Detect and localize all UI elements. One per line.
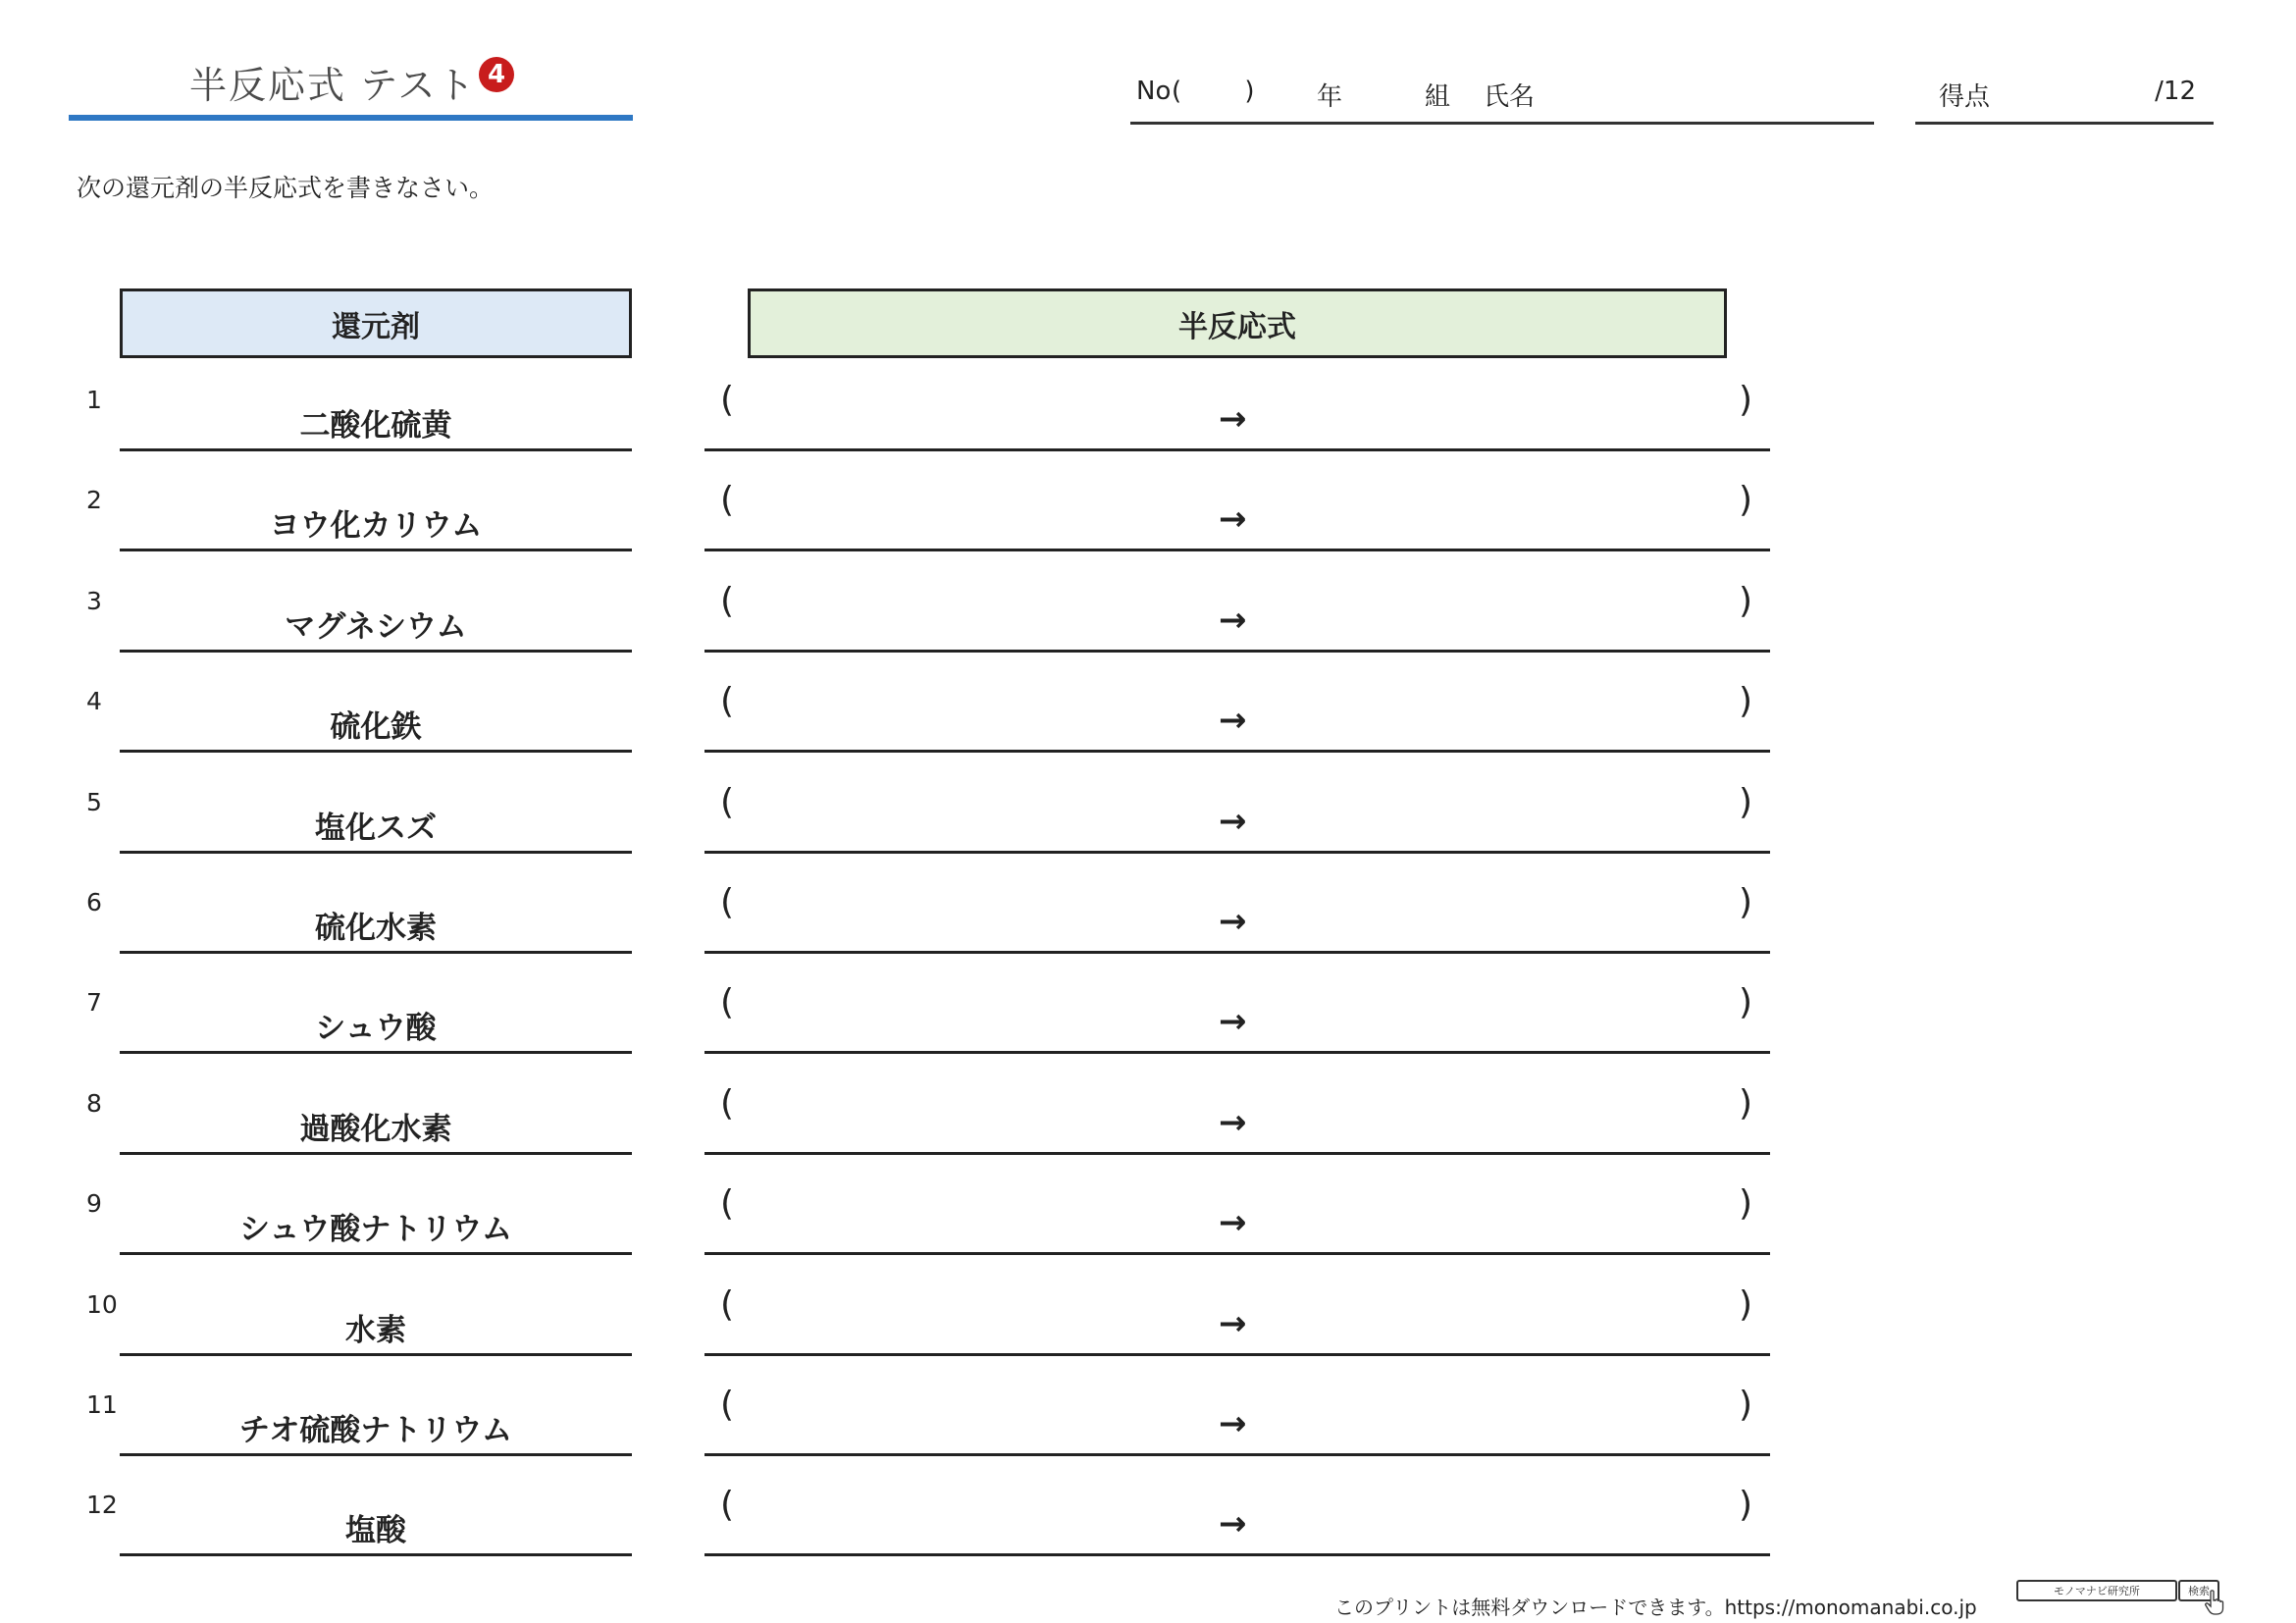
table-row bbox=[0, 480, 2296, 564]
paren-open: ( bbox=[720, 380, 735, 420]
footer-download-text: このプリントは無料ダウンロードできます。https://monomanabi.co.jp bbox=[1334, 1596, 1977, 1619]
question-number: 12 bbox=[86, 1491, 118, 1519]
answer-blank bbox=[704, 581, 1770, 653]
reductant-name: チオ硫酸ナトリウム bbox=[238, 1413, 513, 1448]
question-number: 6 bbox=[86, 888, 102, 916]
paren-open: ( bbox=[720, 581, 735, 621]
paren-close: ) bbox=[1738, 480, 1752, 520]
paren-open: ( bbox=[720, 782, 735, 822]
reductant-cell bbox=[120, 1390, 632, 1456]
reductant-name: マグネシウム bbox=[285, 609, 467, 645]
page-title-block bbox=[69, 49, 633, 123]
reductant-name: 水素 bbox=[345, 1313, 406, 1348]
table-row bbox=[0, 982, 2296, 1067]
reductant-column-header: 還元剤 bbox=[120, 288, 632, 358]
reaction-column-header: 半反応式 bbox=[748, 288, 1727, 358]
table-row bbox=[0, 581, 2296, 665]
question-number: 2 bbox=[86, 486, 102, 514]
arrow-icon: → bbox=[1219, 1103, 1247, 1142]
question-number: 11 bbox=[86, 1390, 118, 1419]
arrow-icon: → bbox=[1219, 1304, 1247, 1343]
paren-open: ( bbox=[720, 1284, 735, 1325]
paren-close: ) bbox=[1738, 882, 1752, 922]
table-row bbox=[0, 380, 2296, 464]
question-number: 8 bbox=[86, 1089, 102, 1118]
reductant-cell bbox=[120, 1491, 632, 1556]
arrow-icon: → bbox=[1219, 802, 1247, 841]
table-row bbox=[0, 1485, 2296, 1569]
question-number: 7 bbox=[86, 988, 102, 1017]
reductant-cell bbox=[120, 1089, 632, 1155]
reductant-name: 硫化鉄 bbox=[330, 709, 422, 745]
no-paren: ( ) bbox=[1172, 77, 1282, 106]
arrow-icon: → bbox=[1219, 601, 1247, 640]
paren-open: ( bbox=[720, 1183, 735, 1224]
arrow-icon: → bbox=[1219, 701, 1247, 740]
student-info-line bbox=[1130, 77, 1874, 125]
name-label: 氏名 bbox=[1484, 82, 1536, 112]
question-number: 5 bbox=[86, 788, 102, 816]
table-row bbox=[0, 882, 2296, 967]
arrow-icon: → bbox=[1219, 1002, 1247, 1041]
question-number: 1 bbox=[86, 386, 102, 414]
reductant-cell bbox=[120, 1290, 632, 1356]
paren-close: ) bbox=[1738, 581, 1752, 621]
answer-blank bbox=[704, 1183, 1770, 1255]
answer-blank bbox=[704, 380, 1770, 451]
paren-open: ( bbox=[720, 480, 735, 520]
reductant-name: シュウ酸ナトリウム bbox=[238, 1212, 513, 1247]
no-label: No bbox=[1136, 77, 1172, 106]
question-number: 4 bbox=[86, 687, 102, 715]
reductant-cell bbox=[120, 1189, 632, 1255]
paren-close: ) bbox=[1738, 1183, 1752, 1224]
reductant-cell bbox=[120, 587, 632, 653]
table-row bbox=[0, 681, 2296, 765]
title-underline bbox=[69, 115, 633, 121]
reductant-cell bbox=[120, 386, 632, 451]
reductant-name: 過酸化水素 bbox=[299, 1112, 452, 1147]
score-line bbox=[1915, 77, 2214, 125]
question-number: 9 bbox=[86, 1189, 102, 1218]
paren-close: ) bbox=[1738, 1385, 1752, 1425]
answer-blank bbox=[704, 1083, 1770, 1155]
arrow-icon: → bbox=[1219, 1203, 1247, 1242]
paren-open: ( bbox=[720, 882, 735, 922]
paren-close: ) bbox=[1738, 782, 1752, 822]
arrow-icon: → bbox=[1219, 399, 1247, 439]
answer-blank bbox=[704, 1284, 1770, 1356]
answer-blank bbox=[704, 882, 1770, 954]
reductant-cell bbox=[120, 988, 632, 1054]
paren-open: ( bbox=[720, 1385, 735, 1425]
answer-blank bbox=[704, 1485, 1770, 1556]
arrow-icon: → bbox=[1219, 902, 1247, 941]
answer-blank bbox=[704, 1385, 1770, 1456]
paren-close: ) bbox=[1738, 1485, 1752, 1525]
instruction-text: 次の還元剤の半反応式を書きなさい。 bbox=[77, 174, 495, 202]
paren-close: ) bbox=[1738, 681, 1752, 721]
answer-blank bbox=[704, 782, 1770, 854]
score-label: 得点 bbox=[1939, 82, 1991, 112]
reductant-name: シュウ酸 bbox=[315, 1011, 437, 1046]
reductant-name: 硫化水素 bbox=[315, 911, 437, 946]
table-row bbox=[0, 1183, 2296, 1268]
paren-close: ) bbox=[1738, 982, 1752, 1022]
table-row bbox=[0, 1083, 2296, 1168]
table-row bbox=[0, 1284, 2296, 1369]
answer-blank bbox=[704, 681, 1770, 753]
paren-close: ) bbox=[1738, 380, 1752, 420]
reductant-cell bbox=[120, 486, 632, 551]
table-row bbox=[0, 782, 2296, 866]
reductant-name: ヨウ化カリウム bbox=[269, 508, 483, 544]
question-number: 3 bbox=[86, 587, 102, 615]
table-row bbox=[0, 1385, 2296, 1469]
score-total: /12 bbox=[2155, 77, 2196, 106]
grade-label: 年 bbox=[1317, 82, 1343, 112]
answer-blank bbox=[704, 480, 1770, 551]
footer-search-button: 検索 bbox=[2178, 1580, 2219, 1601]
reductant-cell bbox=[120, 888, 632, 954]
reductant-cell bbox=[120, 687, 632, 753]
reductant-cell bbox=[120, 788, 632, 854]
paren-open: ( bbox=[720, 1083, 735, 1124]
reductant-name: 塩化スズ bbox=[315, 811, 437, 846]
page-title: 半反応式 テスト bbox=[189, 64, 477, 107]
reductant-name: 二酸化硫黄 bbox=[299, 408, 452, 444]
answer-blank bbox=[704, 982, 1770, 1054]
reductant-name: 塩酸 bbox=[345, 1513, 406, 1548]
paren-open: ( bbox=[720, 681, 735, 721]
arrow-icon: → bbox=[1219, 1504, 1247, 1544]
arrow-icon: → bbox=[1219, 499, 1247, 539]
arrow-icon: → bbox=[1219, 1404, 1247, 1443]
footer-search-box: モノマナビ研究所 bbox=[2016, 1580, 2177, 1601]
paren-close: ) bbox=[1738, 1284, 1752, 1325]
paren-open: ( bbox=[720, 1485, 735, 1525]
test-number-badge: 4 bbox=[479, 57, 514, 92]
question-number: 10 bbox=[86, 1290, 118, 1319]
paren-open: ( bbox=[720, 982, 735, 1022]
class-label: 組 bbox=[1425, 82, 1451, 112]
paren-close: ) bbox=[1738, 1083, 1752, 1124]
hand-pointer-icon bbox=[2204, 1590, 2225, 1615]
